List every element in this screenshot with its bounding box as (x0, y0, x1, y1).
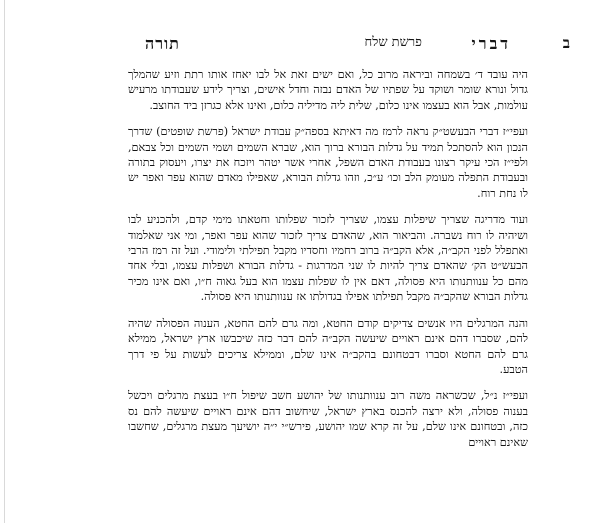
paragraph: ועפי״ז נ״ל, שכשראה משה רוב ענוותנותו של יהושע חשב שיפול ח״ו בעצת מרגלים ויכשל בענוה פסולה, ולא ירצה להכנס בארץ ישראל, שיחשוב דהם אינם ראויים שיעשה להם נס כזה, ובטחונם אינו שלם, על זה קרא שמו יהושע, פירש״י י״ה יושיעך מעצת מרגלים, שחשבו שאינם ראויים (128, 389, 528, 449)
paragraph: ועפי״ז דברי הבעשט״ק נראה לרמז מה דאיתא בספה״ק עבודת ישראל (פרשת שופטים) שדרך הנכון הוא להסתכל תמיד על גדלות הבורא ברוך הוא, שברא השמים ושמי השמים וכל צבאם, ולפי״ז הכי עיקר רצונו בעבודת האדם השפל, אחרי אשר יטהר ויזכח את יצרו, ויעסוק בתורה ובעבודת התפלה מעומק הלב וכו׳ ע״כ, וזהו גדלות הבורא, שאפילו מאדם שהוא עפר ואפר יש לו נחת רוח. (128, 125, 528, 200)
paragraph: ועוד מדריגה שצריך שיפלות עצמו, שצריך לזכור שפלותו וחטאתו מימי קדם, ולהכניע לבו ושיהיה לו רוח נשברה. והביאור הוא, שהאדם צריך לזכור שהוא עפר ואפר, ומי אני שאלמוד ואתפלל לפני הקב״ה, אלא הקב״ה ברוב רחמיו וחסדיו מקבל תפילתי ולימודי. ועל זה רמז הרבי הבעש״ט הק׳ שהאדם צריך להיות לו שני המדרגות - גדלות הבורא ושפלות עצמו, ובלי אחד מהם כל ענוותנותו היא פסולה, דאם אין לו שפלות עצמו הוא בעל גאוה ח״ו, ואם אינו מכיר גדלות הבורא שהקב״ה מקבל תפילתו אפילו בגדולתו אז ענוותנותו היא פסולה. (128, 213, 528, 304)
page-number: ב (562, 34, 570, 52)
paragraph: היה עובד ד׳ בשמחה וביראה מרוב כל, ואם ישים זאת אל לבו יאחז אותו רתת וזיע שהמלך גדול ונורא שומר ושוקד על שפתיו של האדם נבזה וחדל אישים, וצריך לידע שעבודתו מרעיש עולמות, אבל הוא בעצמו אינו כלום, שלית ליה מדיליה כלום, ואינו אלא כגרזן ביד החוצב. (128, 68, 528, 112)
parsha-name: פרשת שלח (364, 35, 422, 50)
scan-edge-line (4, 0, 5, 523)
body-text (128, 67, 528, 517)
paragraph: והנה המרגלים היו אנשים צדיקים קודם החטא, ומה גרם להם החטא, הענוה הפסולה שהיה להם, שסברו דהם אינם ראויים שיעשה הקב״ה להם דבר כזה שיכבשו ארץ ישראל, ממילא גרם להם החטא וסברו דבטחונם בהקב״ה אינו שלם, וממילא צריכים לעשות על פי דרך הטבע. (128, 316, 528, 376)
running-header (145, 34, 570, 64)
book-title: דברי (471, 34, 511, 53)
work-title: תורה (145, 34, 180, 53)
